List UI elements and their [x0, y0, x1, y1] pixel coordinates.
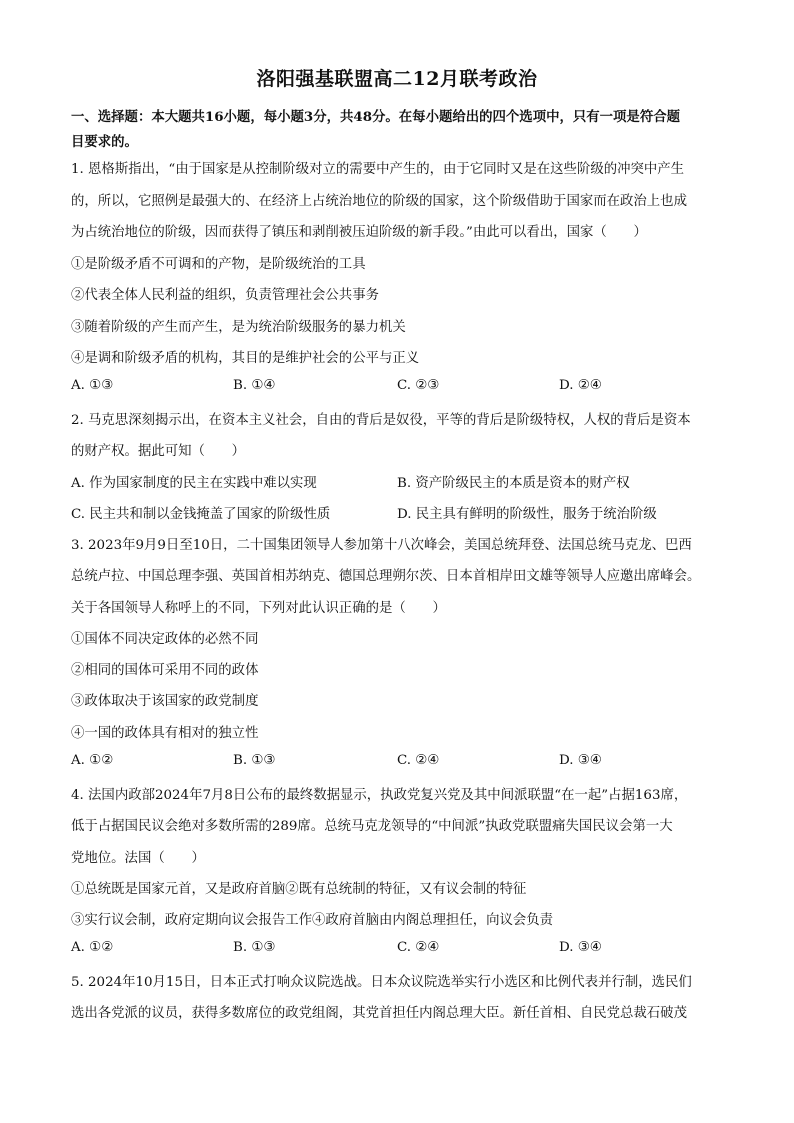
- q2-option-c[interactable]: C. 民主共和制以金钱掩盖了国家的阶级性质: [71, 507, 331, 522]
- q1-stem-line-1: 1. 恩格斯指出，“由于国家是从控制阶级对立的需要中产生的，由于它同时又是在这些阶级的冲突中产生: [71, 162, 685, 177]
- q3-stem-line-3: 关于各国领导人称呼上的不同，下列对此认识正确的是（ ）: [71, 601, 446, 616]
- q3-stem-line-2: 总统卢拉、中国总理李强、英国首相苏纳克、德国总理朔尔茨、日本首相岸田文雄等领导人应邀出席峰会。: [71, 569, 701, 584]
- q2-stem-line-1: 2. 马克思深刻揭示出，在资本主义社会，自由的背后是奴役，平等的背后是阶级特权，人权的背后是资本: [71, 413, 691, 428]
- section-heading-line-1: 一、选择题：本大题共16小题，每小题3分，共48分。在每小题给出的四个选项中，只有一项是符合题: [71, 109, 680, 125]
- q4-stem-line-2: 低于占据国民议会绝对多数所需的289席。总统马克龙领导的“中间派”执政党联盟痛失国民议会第一大: [71, 819, 673, 834]
- q4-stem-line-1: 4. 法国内政部2024年7月8日公布的最终数据显示，执政党复兴党及其中间派联盟“在一起”占据163席，: [71, 788, 688, 803]
- q4-option-b[interactable]: B. ①③: [233, 940, 276, 955]
- q3-item-1: ①国体不同决定政体的必然不同: [71, 632, 259, 647]
- q3-option-a[interactable]: A. ①②: [71, 753, 114, 768]
- q5-stem-line-2: 选出各党派的议员，获得多数席位的政党组阁，其党首担任内阁总理大臣。新任首相、自民党总裁石破茂: [71, 1006, 687, 1021]
- q4-option-d[interactable]: D. ③④: [559, 940, 602, 955]
- q1-option-d[interactable]: D. ②④: [559, 378, 602, 393]
- section-heading-line-2: 目要求的。: [71, 134, 138, 150]
- q4-item-line-1: ①总统既是国家元首，又是政府首脑②既有总统制的特征，又有议会制的特征: [71, 882, 527, 897]
- page-title: 洛阳强基联盟高二12月联考政治: [256, 68, 538, 90]
- q1-item-4: ④是调和阶级矛盾的机构，其目的是维护社会的公平与正义: [71, 351, 420, 366]
- q3-option-d[interactable]: D. ③④: [559, 753, 602, 768]
- q4-stem-line-3: 党地位。法国（ ）: [71, 851, 205, 866]
- q2-option-d[interactable]: D. 民主具有鲜明的阶级性，服务于统治阶级: [397, 507, 657, 522]
- q2-option-b[interactable]: B. 资产阶级民主的本质是资本的财产权: [397, 476, 630, 491]
- q3-item-4: ④一国的政体具有相对的独立性: [71, 726, 259, 741]
- q3-item-3: ③政体取决于该国家的政党制度: [71, 694, 259, 709]
- q3-item-2: ②相同的国体可采用不同的政体: [71, 663, 259, 678]
- q1-item-1: ①是阶级矛盾不可调和的产物，是阶级统治的工具: [71, 257, 366, 272]
- q4-item-line-2: ③实行议会制，政府定期向议会报告工作④政府首脑由内阁总理担任，向议会负责: [71, 913, 554, 928]
- q1-item-2: ②代表全体人民利益的组织，负责管理社会公共事务: [71, 288, 379, 303]
- q1-stem-line-2: 的，所以，它照例是最强大的、在经济上占统治地位的阶级的国家，这个阶级借助于国家而在政治上也成: [71, 194, 687, 209]
- q1-option-a[interactable]: A. ①③: [71, 378, 114, 393]
- q4-option-a[interactable]: A. ①②: [71, 940, 114, 955]
- q1-option-b[interactable]: B. ①④: [233, 378, 276, 393]
- q1-item-3: ③随着阶级的产生而产生，是为统治阶级服务的暴力机关: [71, 320, 406, 335]
- q5-stem-line-1: 5. 2024年10月15日，日本正式打响众议院选战。日本众议院选举实行小选区和比例代表并行制，选民们: [71, 975, 692, 990]
- q2-stem-line-2: 的财产权。据此可知（ ）: [71, 444, 246, 459]
- q3-option-c[interactable]: C. ②④: [397, 753, 440, 768]
- q3-option-b[interactable]: B. ①③: [233, 753, 276, 768]
- q1-stem-line-3: 为占统治地位的阶级，因而获得了镇压和剥削被压迫阶级的新手段。”由此可以看出，国家（ ）: [71, 225, 647, 240]
- q4-option-c[interactable]: C. ②④: [397, 940, 440, 955]
- q3-stem-line-1: 3. 2023年9月9日至10日，二十国集团领导人参加第十八次峰会，美国总统拜登、法国总统马克龙、巴西: [71, 538, 692, 553]
- q1-option-c[interactable]: C. ②③: [397, 378, 440, 393]
- q2-option-a[interactable]: A. 作为国家制度的民主在实践中难以实现: [71, 476, 317, 491]
